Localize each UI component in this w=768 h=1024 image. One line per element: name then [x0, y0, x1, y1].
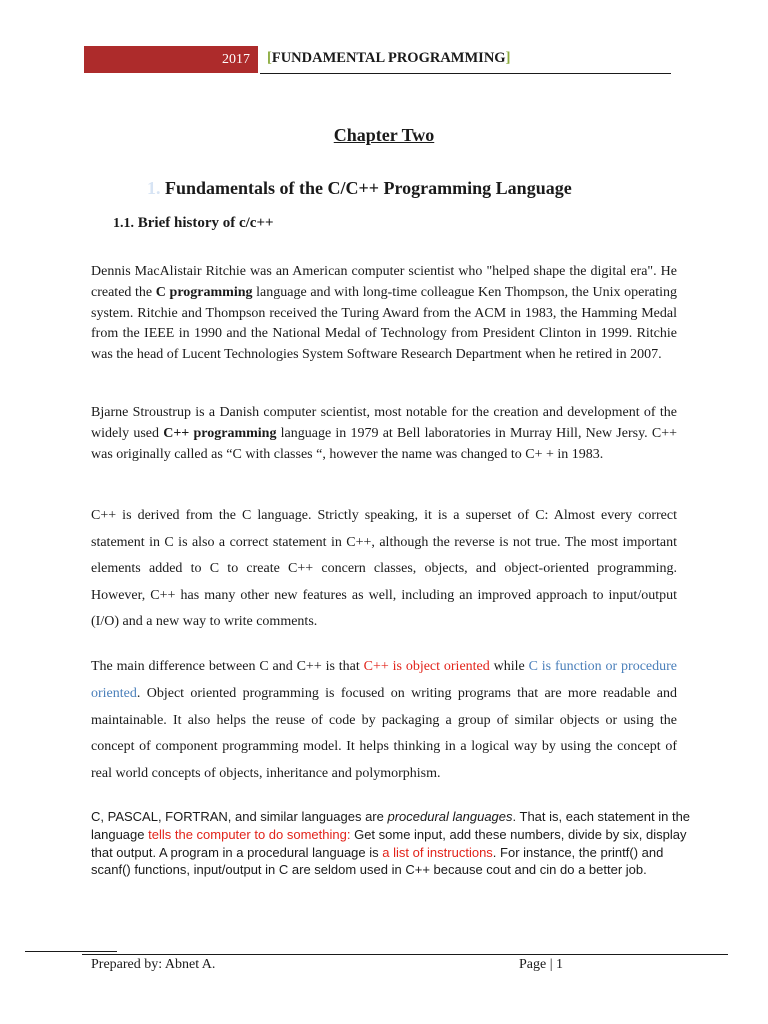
- p5-highlight-tells-computer: tells the computer to do something:: [148, 826, 351, 842]
- paragraph-cpp-superset: C++ is derived from the C language. Strictly speaking, it is a superset of C: Almost every correct statement in C is also a correct statement in C++, although the reverse is not true. The most important elements added to C to create C++ concern classes, objects, and object-oriented programming. However, C++ has many other new features as well, including an improved approach to input/output (I/O) and a new way to write comments.: [91, 508, 677, 629]
- p5-italic-procedural: procedural languages: [387, 809, 513, 824]
- p4-highlight-procedure-oriented: C is function or procedure oriented: [91, 659, 677, 701]
- footer-prepared-by: Prepared by: Abnet A.: [91, 957, 216, 972]
- p5-text-a: C, PASCAL, FORTRAN, and similar languages are: [91, 809, 388, 824]
- p5-text-b: . That is, each statement in the language: [91, 809, 691, 842]
- header-rule: [260, 73, 671, 74]
- paragraph-ritchie: [91, 262, 677, 366]
- paragraph-main-difference: [91, 654, 677, 788]
- bracket-open: [: [267, 50, 272, 66]
- header-year: 2017: [222, 52, 250, 67]
- footer-rule-left: [25, 951, 117, 952]
- p1-bold-c-programming: C programming: [155, 284, 253, 300]
- paragraph-procedural-languages: [91, 808, 691, 879]
- subsection-title: Brief history of c/c++: [137, 215, 274, 231]
- header-divider: [258, 46, 260, 73]
- p4-text-a: The main difference between C and C++ is that: [91, 659, 364, 674]
- p5-highlight-list-of-instructions: a list of instructions: [382, 844, 493, 860]
- section-number: 1.: [147, 178, 161, 198]
- p1-text-b: language and with long-time colleague Ken Thompson, the Unix operating system. Ritchie and Thompson received the Turing Award from the ACM in 1983, the Hamming Medal from the IEEE in 1990 and the National Medal of Technology from President Clinton in 1999. Ritchie was the head of Lucent Technologies System Software Research Department when he retired in 2007.: [91, 284, 678, 363]
- p5-text-d: . For instance, the printf() and scanf() functions, input/output in C are seldom used in C++ because cout and cin do a better job.: [91, 844, 664, 878]
- p4-text-b: while: [489, 659, 529, 674]
- footer-page-number: Page | 1: [519, 957, 564, 972]
- p1-text-a: Dennis MacAlistair Ritchie was an American computer scientist who "helped shape the digital era". He created the: [91, 264, 677, 300]
- p4-text-c: . Object oriented programming is focused on writing programs that are more readable and maintainable. It also helps the reuse of code by packaging a group of similar objects or using the concept of component programming model. It helps thinking in a logical way by using the concept of real world concepts of objects, inheritance and polymorphism.: [91, 685, 677, 782]
- header-title: FUNDAMENTAL PROGRAMMING: [271, 50, 506, 66]
- subsection-heading: [113, 215, 274, 232]
- chapter-title: Chapter Two: [333, 125, 435, 145]
- subsection-number: 1.1.: [113, 216, 134, 231]
- p4-highlight-object-oriented: C++ is object oriented: [363, 659, 490, 674]
- section-title: Fundamentals of the C/C++ Programming Language: [165, 178, 572, 198]
- p2-text-a: Bjarne Stroustrup is a Danish computer scientist, most notable for the creation and development of the widely used: [91, 405, 677, 441]
- bracket-close: ]: [505, 50, 511, 66]
- paragraph-stroustrup: [91, 403, 677, 465]
- p2-text-b: language in 1979 at Bell laboratories in Murray Hill, New Jersy. C++ was originally called as “C with classes “, however the name was changed to C+ + in 1983.: [91, 425, 678, 462]
- p2-bold-cpp-programming: C++ programming: [163, 425, 277, 441]
- header-title-block: [267, 50, 510, 67]
- p5-text-c: Get some input, add these numbers, divide by six, display that output. A program in a procedural language is: [91, 826, 687, 860]
- header-year-band: [84, 46, 258, 73]
- footer-rule: [82, 954, 728, 955]
- section-heading: [147, 178, 572, 199]
